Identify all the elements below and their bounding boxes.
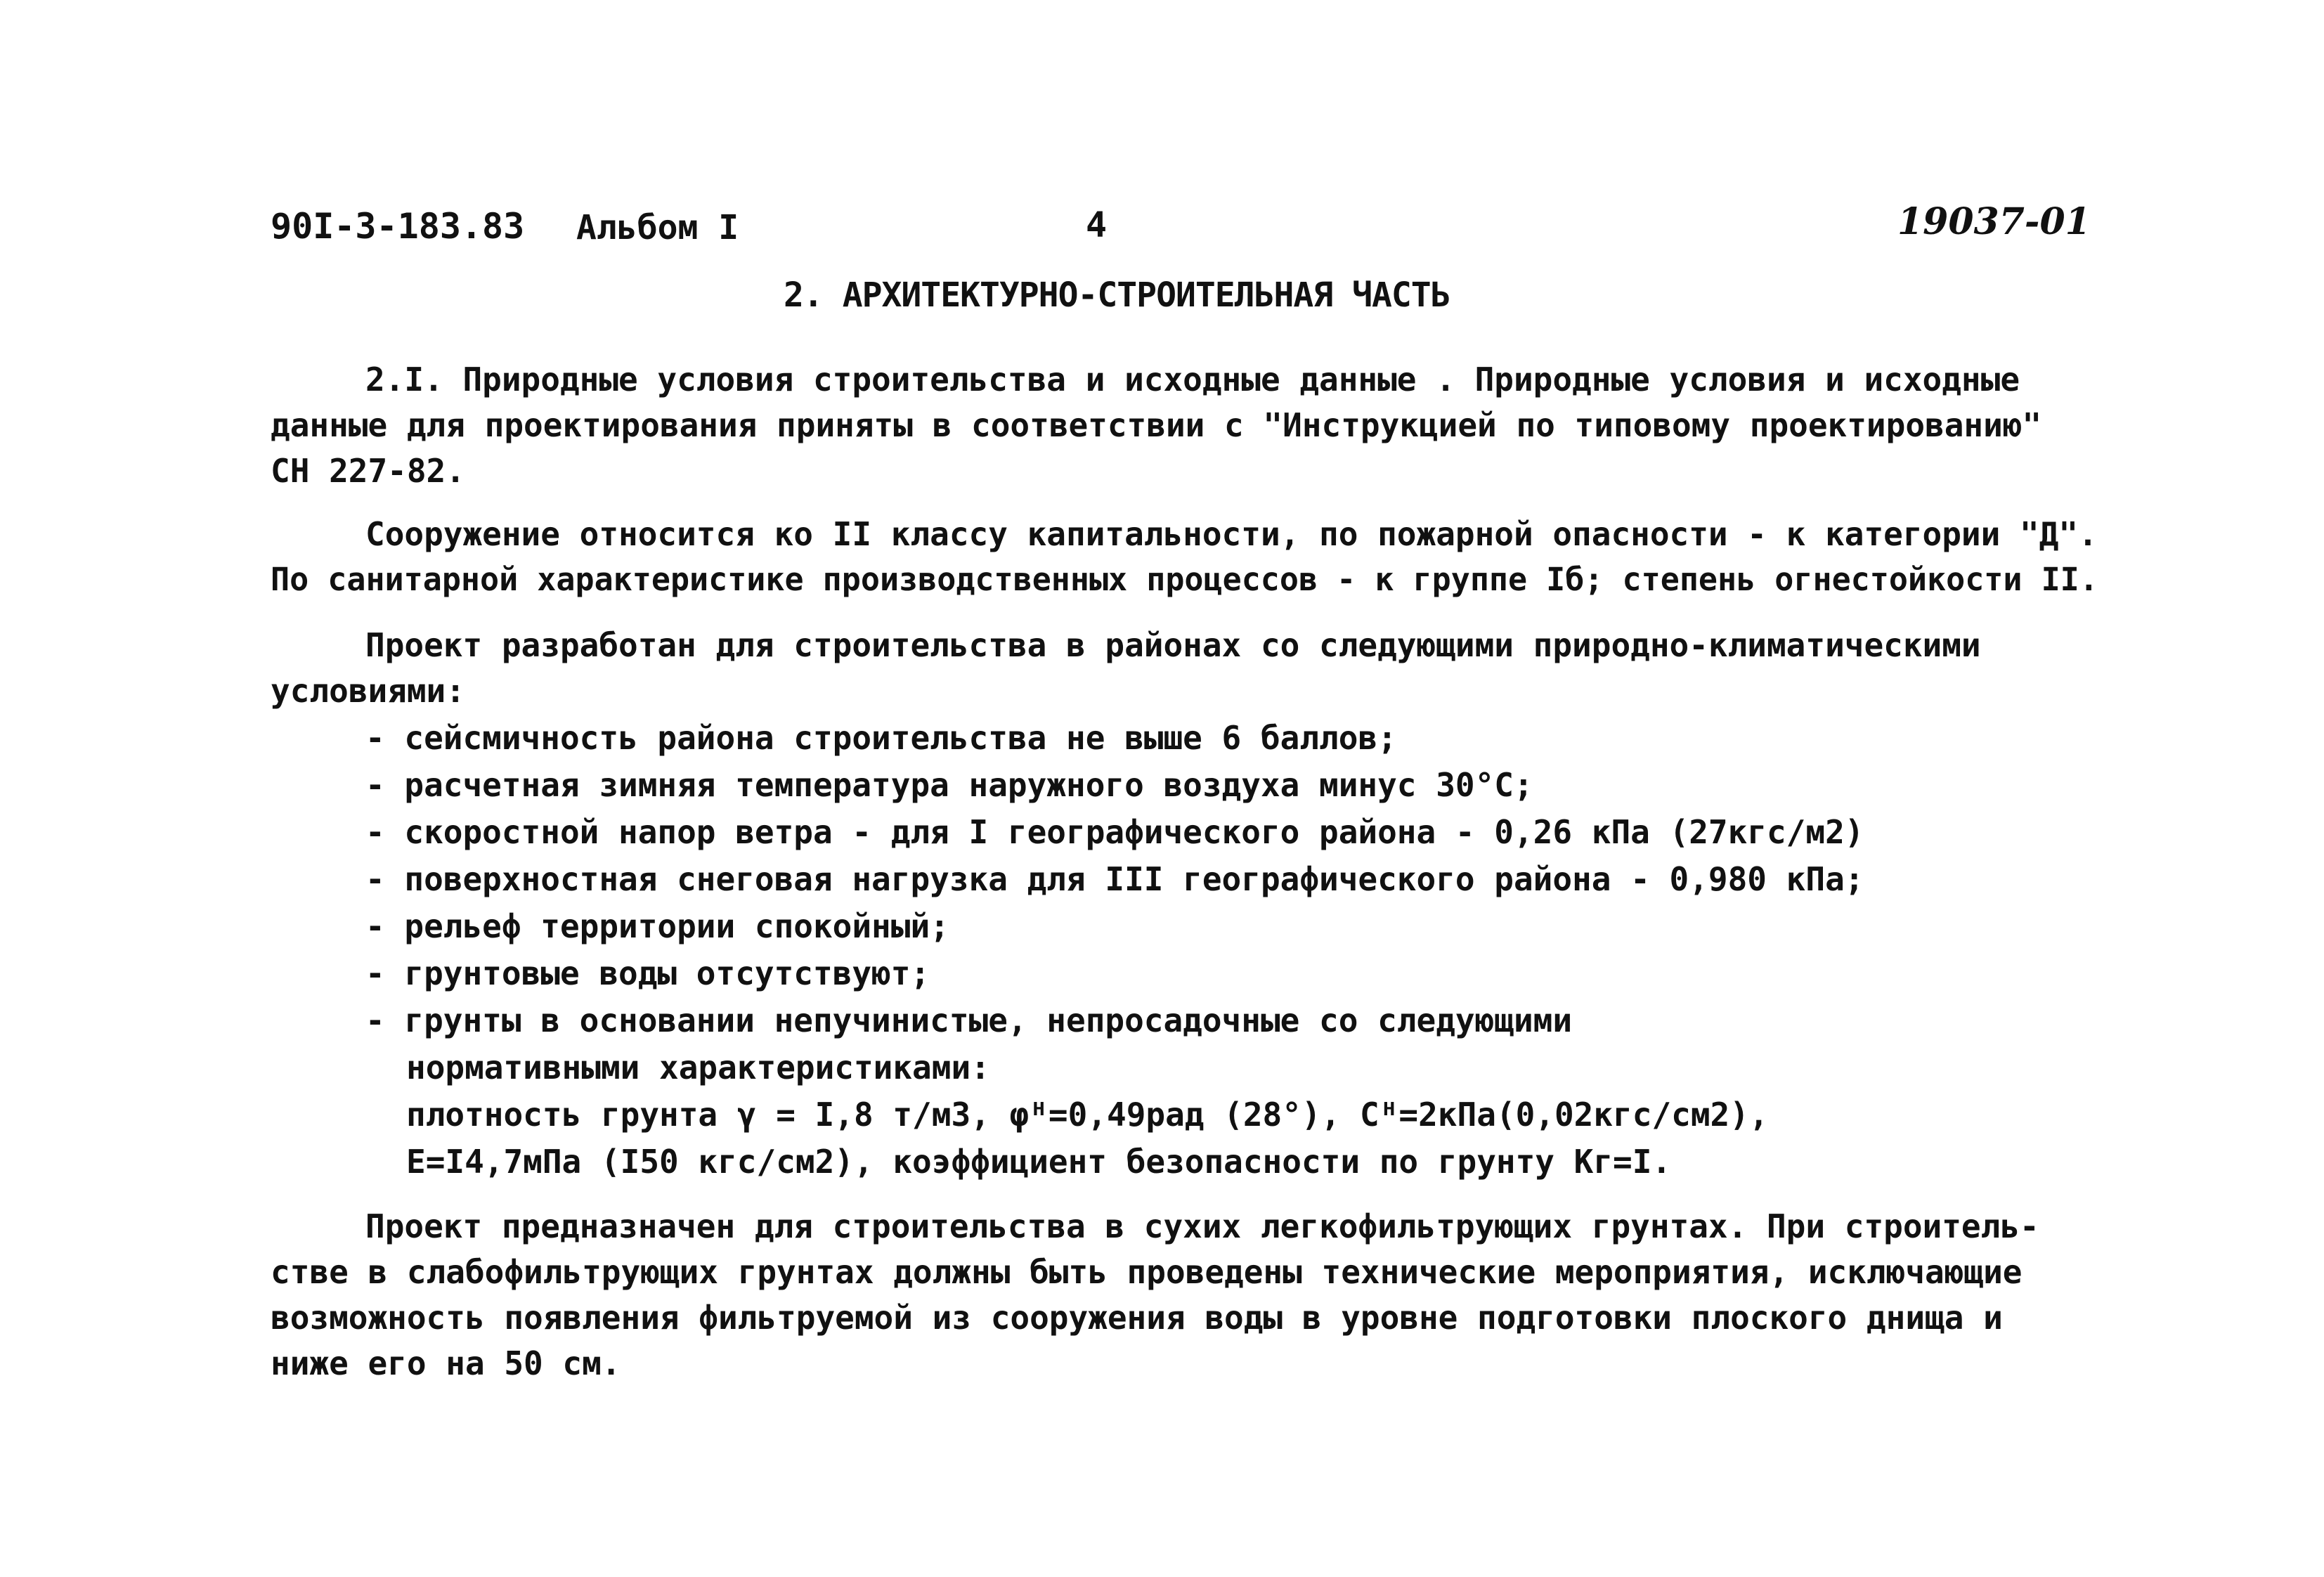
document-code: 90I-3-183.83 <box>271 206 525 247</box>
soil-characteristics-line: плотность грунта γ = I,8 т/м3, φᴴ=0,49рад (28°), Сᴴ=2кПа(0,02кгс/см2), <box>406 1096 1769 1134</box>
soil-characteristics-line: Е=I4,7мПа (I50 кгс/см2), коэффициент безопасности по грунту Кг=I. <box>406 1143 1672 1181</box>
inventory-number: 19037-01 <box>1897 200 2091 243</box>
paragraph-line: ниже его на 50 см. <box>271 1344 621 1382</box>
list-item: - сейсмичность района строительства не выше 6 баллов; <box>365 719 1397 757</box>
list-item: - грунты в основании непучинистые, непросадочные со следующими <box>365 1001 1573 1039</box>
paragraph-line: условиями: <box>271 672 465 710</box>
paragraph-line: стве в слабофильтрующих грунтах должны быть проведены технические мероприятия, исключающие <box>271 1253 2023 1291</box>
list-item: - расчетная зимняя температура наружного воздуха минус 30°С; <box>365 766 1533 804</box>
page-number: 4 <box>1086 205 1108 245</box>
list-item: - грунтовые воды отсутствуют; <box>365 954 930 992</box>
paragraph-line: СН 227-82. <box>271 452 465 490</box>
paragraph-line: данные для проектирования приняты в соответствии с "Инструкцией по типовому проектированию" <box>271 406 2042 444</box>
paragraph-line: 2.I. Природные условия строительства и исходные данные . Природные условия и исходные <box>365 361 2020 398</box>
album-label: Альбом I <box>576 208 739 247</box>
list-item: - рельеф территории спокойный; <box>365 907 949 945</box>
paragraph-line: возможность появления фильтруемой из сооружения воды в уровне подготовки плоского днища и <box>271 1299 2003 1337</box>
list-item: - поверхностная снеговая нагрузка для III географического района - 0,980 кПа; <box>365 860 1864 898</box>
paragraph-line: Проект предназначен для строительства в сухих легкофильтрующих грунтах. При строитель- <box>365 1207 2039 1245</box>
paragraph-line: Проект разработан для строительства в районах со следующими природно-климатическими <box>365 626 1981 664</box>
list-item: - скоростной напор ветра - для I географического района - 0,26 кПа (27кгс/м2) <box>365 813 1864 851</box>
paragraph-line: Сооружение относится ко II классу капитальности, по пожарной опасности - к категории "Д". <box>365 515 2098 553</box>
paragraph-line: По санитарной характеристике производственных процессов - к группе Iб; степень огнестойкости II. <box>271 561 2098 598</box>
soil-characteristics-line: нормативными характеристиками: <box>406 1049 990 1086</box>
section-title: 2. АРХИТЕКТУРНО-СТРОИТЕЛЬНАЯ ЧАСТЬ <box>784 275 1450 315</box>
